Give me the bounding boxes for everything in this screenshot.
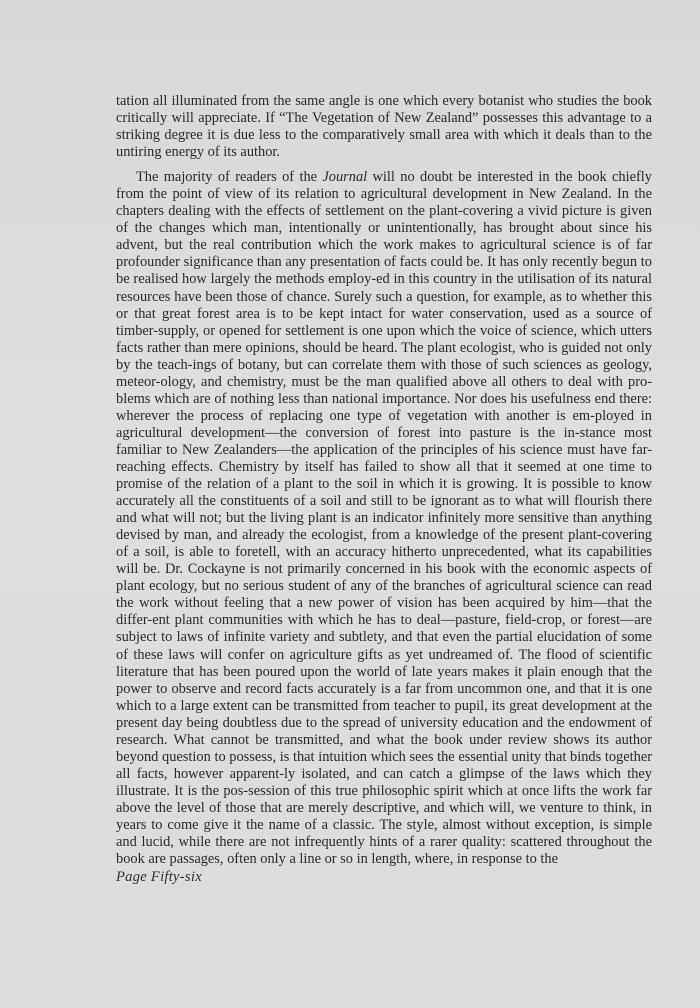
page-number: Page Fifty-six <box>116 869 202 885</box>
paragraph-2-start: The majority of readers of the <box>136 169 323 186</box>
journal-title: Journal <box>322 169 368 186</box>
paragraph-2-rest: will no doubt be interested in the book chiefly from the point of view of its relation to agricultural development in New Zealand. In the chapters dealing with the effects of settlement on the plant-covering a vivid picture is given of the changes which man, intentionally or unintentionally, has brought about since his advent, but the real contribution which the work makes to agricultural science is of far profounder significance than any presentation of facts could be. It has only recently begun to be realised how largely the methods employ-ed in this country in the utilisation of its natural resources have been those of chance. Surely such a question, for example, as to whether this or that great forest area is to be kept intact for water conservation, used as a source of timber-supply, or opened for settlement is one upon which the voice of science, which utters facts rather than mere opinions, should be heard. The plant ecologist, who is guided not only by the teach-ings of botany, but can correlate them with those of such sciences as geology, meteor-ology, and chemistry, must be the man qualified above all others to deal with pro-blems which are of nothing less than national importance. Nor does his usefulness end there: wherever the process of replacing one type of vegetation with another is em-ployed in agricultural development—the conversion of forest into pasture is the in-stance most familiar to New Zealanders—the application of the principles of his science must have far-reaching effects. Chemistry by itself has failed to show all that it seemed at one time to promise of the relation of a plant to the soil in which it is growing. It is possible to know accurately all the constituents of a soil and still to be ignorant as to what will flourish there and what will not; but the living plant is an indicator infinitely more sensitive than anything devised by man, and already the ecologist, from a knowledge of the present plant-covering of a soil, is able to foretell, with an accuracy hitherto unprecedented, what its capabilities will be. Dr. Cockayne is not primarily concerned in his book with the economic aspects of plant ecology, but no serious student of any of the branches of agricultural science can read the work without feeling that a new power of vision has been acquired by him—that the differ-ent plant communities with which he has to deal—pasture, field-crop, or forest—are subject to laws of infinite variety and subtlety, and that even the partial elucidation of some of these laws will confer on agriculture gifts as yet undreamed of. The flood of scientific literature that has been poured upon the world of late years makes it plain enough that the power to observe and record facts accurately is a far from uncommon one, and that it is one which to a large extent can be transmitted from teacher to pupil, its great development at the present day being doubtless due to the spread of university education and the endowment of research. What cannot be transmitted, and what the book under review shows its author beyond question to possess, is that intuition which sees the essential unity that binds together all facts, however apparent-ly isolated, and can catch a glimpse of the laws which they illustrate. It is the pos-session of this true philosophic spirit which at once lifts the work far above the level of those that are merely descriptive, and which will, we venture to think, in years to come give it the name of a classic. The style, almost without exception, is simple and lucid, while there are not infrequently hints of a rarer quality: scattered throughout the book are passages, often only a line or so in length, where, in response to the <box>116 169 652 868</box>
paragraph-2 <box>116 169 652 868</box>
paragraph-1: tation all illuminated from the same angle is one which every botanist who studies the book critically will appreciate. If “The Vegetation of New Zealand” possesses this advantage to a striking degree it is due less to the comparatively small area with which it deals than to the untiring energy of its author. <box>116 93 652 161</box>
article-body <box>116 93 652 868</box>
